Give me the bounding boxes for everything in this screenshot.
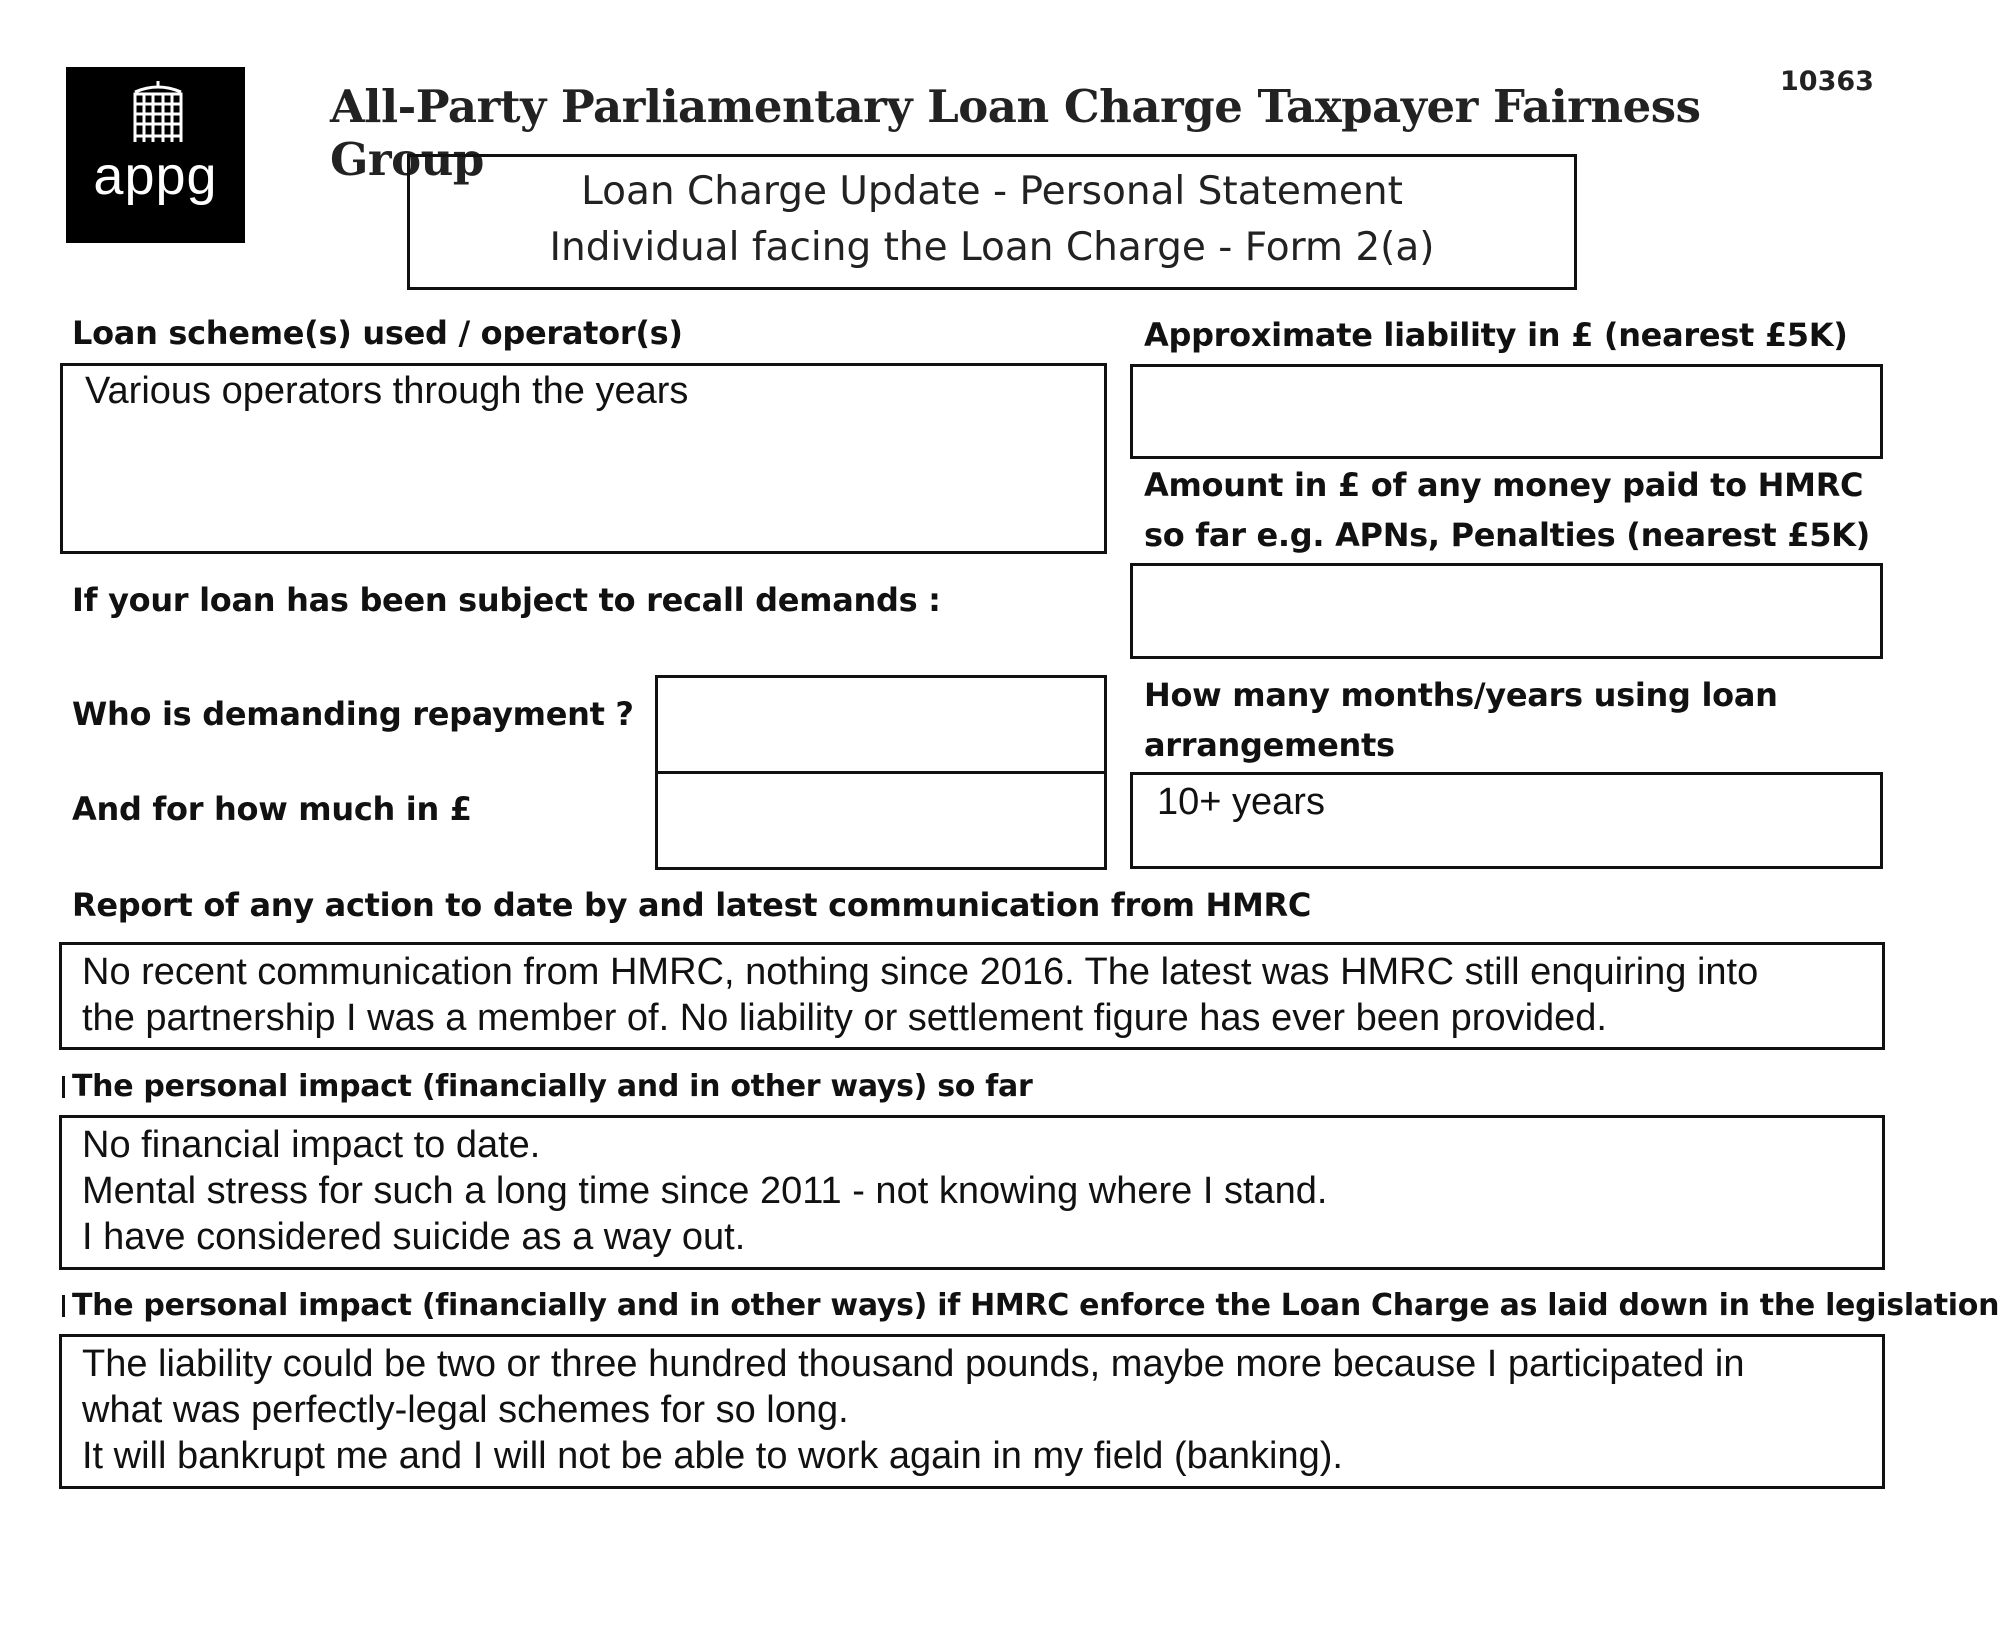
loan-schemes-label: Loan scheme(s) used / operator(s): [72, 314, 683, 352]
how-much-label: And for how much in £: [72, 790, 472, 828]
duration-value: 10+ years: [1157, 781, 1325, 823]
who-demanding-field[interactable]: [655, 675, 1107, 774]
subtitle-line-1: Loan Charge Update - Personal Statement: [581, 169, 1403, 214]
label-tick-mark: [62, 1076, 65, 1098]
amount-paid-label-line-2: so far e.g. APNs, Penalties (nearest £5K): [1144, 516, 1870, 554]
amount-paid-field[interactable]: [1130, 563, 1883, 659]
impact-if-enforced-label: The personal impact (financially and in other ways) if HMRC enforce the Loan Charge as laid down in the legislation: [72, 1288, 2000, 1323]
loan-schemes-field[interactable]: [60, 363, 1107, 554]
approx-liability-field[interactable]: [1130, 364, 1883, 459]
form-number: 10363: [1780, 66, 1874, 97]
impact-so-far-label: The personal impact (financially and in other ways) so far: [72, 1069, 1033, 1104]
duration-field[interactable]: [1130, 772, 1883, 869]
subtitle-line-2: Individual facing the Loan Charge - Form 2(a): [549, 225, 1435, 270]
hmrc-action-label: Report of any action to date by and latest communication from HMRC: [72, 886, 1312, 924]
label-tick-mark: [62, 1295, 65, 1317]
duration-label-line-2: arrangements: [1144, 726, 1395, 764]
impact-if-enforced-field[interactable]: [59, 1334, 1885, 1489]
page-title: All-Party Parliamentary Loan Charge Taxpayer Fairness Group: [330, 80, 1701, 186]
hmrc-action-value: No recent communication from HMRC, nothing since 2016. The latest was HMRC still enquiring into the partnership I was a member of. No liability or settlement figure has ever been provided.: [82, 951, 1759, 1039]
impact-so-far-field[interactable]: [59, 1115, 1885, 1270]
recall-demands-label: If your loan has been subject to recall demands :: [72, 581, 941, 619]
who-demanding-label: Who is demanding repayment ?: [72, 695, 634, 733]
impact-so-far-value: No financial impact to date. Mental stress for such a long time since 2011 - not knowing where I stand. I have considered suicide as a way out.: [82, 1124, 1328, 1258]
impact-if-enforced-value: The liability could be two or three hundred thousand pounds, maybe more because I participated in what was perfectly-legal schemes for so long. It will bankrupt me and I will not be able to work again in my field (banking).: [82, 1343, 1745, 1477]
appg-logo: [66, 67, 245, 243]
form-subtitle-box: [407, 154, 1577, 290]
logo-text: appg: [93, 146, 218, 206]
amount-paid-label-line-1: Amount in £ of any money paid to HMRC: [1144, 466, 1864, 504]
hmrc-action-field[interactable]: [59, 942, 1885, 1050]
approx-liability-label: Approximate liability in £ (nearest £5K): [1144, 316, 1848, 354]
loan-schemes-value: Various operators through the years: [85, 370, 689, 412]
how-much-field[interactable]: [655, 771, 1107, 870]
duration-label-line-1: How many months/years using loan: [1144, 676, 1778, 714]
portcullis-icon: [127, 78, 189, 148]
